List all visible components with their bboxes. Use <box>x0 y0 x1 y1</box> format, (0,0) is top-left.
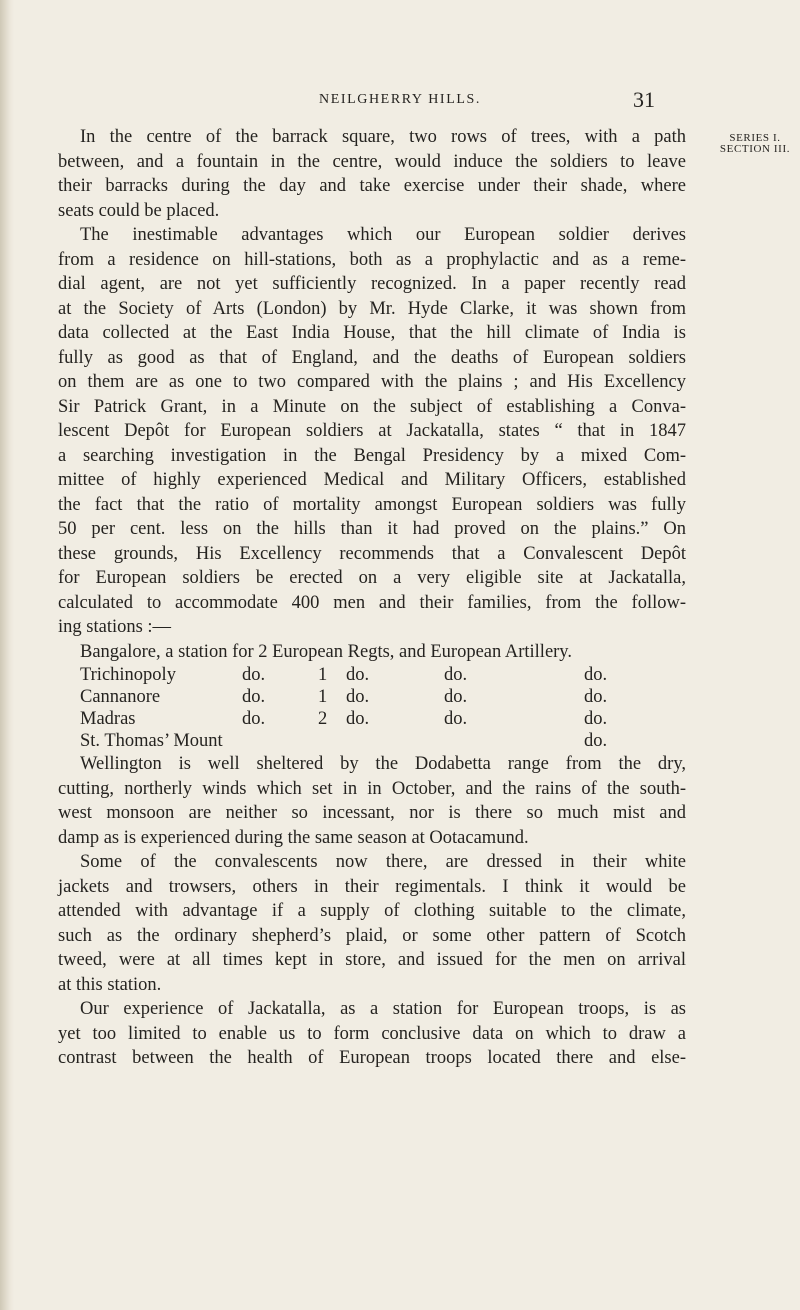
body-text <box>58 125 686 1071</box>
page-header <box>0 87 800 116</box>
text-line: at the Society of Arts (London) by Mr. Hyde Clarke, it was shown from <box>58 298 686 319</box>
ditto-mark: do. <box>584 731 608 751</box>
text-line: west monsoon are neither so incessant, nor is there so much mist and <box>58 803 686 823</box>
text-line: In the centre of the barrack square, two rows of trees, with a path <box>80 127 686 147</box>
text-line: for European soldiers be erected on a very eligible site at Jackatalla, <box>58 568 686 588</box>
ditto-mark: do. <box>346 665 370 685</box>
text-line: contrast between the health of European troops located there and else- <box>58 1048 686 1068</box>
ditto-mark: do. <box>242 665 266 685</box>
regiment-count: 1 <box>318 687 328 707</box>
paragraph-wellington <box>58 752 686 850</box>
text-line: between, and a fountain in the centre, would induce the soldiers to leave <box>58 151 686 172</box>
ditto-mark: do. <box>346 687 370 707</box>
ditto-mark: do. <box>584 665 608 685</box>
ditto-mark: do. <box>242 687 266 707</box>
text-line: fully as good as that of England, and the deaths of European soldiers <box>58 347 686 368</box>
stations-table <box>58 640 708 753</box>
text-line: tweed, were at all times kept in store, and issued for the men on arrival <box>58 950 686 970</box>
text-line: data collected at the East India House, that the hill climate of India is <box>58 323 686 343</box>
text-line: the fact that the ratio of mortality amongst European soldiers was fully <box>58 494 686 515</box>
ditto-mark: do. <box>444 665 468 685</box>
regiment-count: 2 <box>318 709 328 729</box>
text-line: Our experience of Jackatalla, as a station for European troops, is as <box>80 999 686 1019</box>
page-number: 31 <box>633 87 655 112</box>
text-line: Wellington is well sheltered by the Dodabetta range from the dry, <box>80 754 686 774</box>
station-name: Madras <box>80 709 136 729</box>
station-name: Cannanore <box>80 687 161 707</box>
margin-note <box>715 133 795 155</box>
text-line: jackets and trowsers, others in their regimentals. I think it would be <box>58 876 686 897</box>
text-line: Sir Patrick Grant, in a Minute on the subject of establishing a Conva- <box>58 396 686 417</box>
text-line: calculated to accommodate 400 men and their families, from the follow- <box>58 592 686 613</box>
ditto-mark: do. <box>346 709 370 729</box>
station-row <box>58 708 708 730</box>
text-line: attended with advantage if a supply of clothing suitable to the climate, <box>58 901 686 921</box>
text-line: mittee of highly experienced Medical and Military Officers, established <box>58 470 686 490</box>
text-line: cutting, northerly winds which set in in October, and the rains of the south- <box>58 778 686 799</box>
station-row <box>58 730 708 752</box>
text-line: seats could be placed. <box>58 200 220 221</box>
page-binding-shadow <box>0 0 14 1310</box>
regiment-count: 1 <box>318 665 328 685</box>
text-line: 50 per cent. less on the hills than it had proved on the plains.” On <box>58 519 686 539</box>
text-line: ing stations :— <box>58 617 172 637</box>
text-line: at this station. <box>58 974 162 995</box>
text-line: The inestimable advantages which our European soldier derives <box>80 225 686 245</box>
ditto-mark: do. <box>584 709 608 729</box>
stations-first-line: Bangalore, a station for 2 European Regts, and European Artillery. <box>80 641 572 662</box>
paragraph-barrack-square <box>58 125 686 223</box>
text-line: dial agent, are not yet sufficiently recognized. In a paper recently read <box>58 274 686 294</box>
ditto-mark: do. <box>444 709 468 729</box>
section-label: SECTION III. <box>719 143 791 155</box>
text-line: yet too limited to enable us to form conclusive data on which to draw a <box>58 1023 686 1044</box>
paragraph-jackatalla <box>58 997 686 1071</box>
paragraph-hill-stations <box>58 223 686 640</box>
ditto-mark: do. <box>584 687 608 707</box>
station-name: St. Thomas’ Mount <box>80 731 223 751</box>
text-line: Some of the convalescents now there, are dressed in their white <box>80 852 686 872</box>
text-line: on them are as one to two compared with the plains ; and His Excellency <box>58 372 686 392</box>
series-label: SERIES I. <box>729 132 781 144</box>
text-line: their barracks during the day and take exercise under their shade, where <box>58 176 686 196</box>
text-line: a searching investigation in the Bengal Presidency by a mixed Com- <box>58 445 686 466</box>
text-line: from a residence on hill-stations, both as a prophylactic and as a reme- <box>58 249 686 270</box>
text-line: damp as is experienced during the same season at Ootacamund. <box>58 827 529 848</box>
text-line: lescent Depôt for European soldiers at Jackatalla, states “ that in 1847 <box>58 421 686 441</box>
station-name: Trichinopoly <box>80 665 176 685</box>
station-row <box>58 686 708 708</box>
paragraph-clothing <box>58 850 686 997</box>
ditto-mark: do. <box>444 687 468 707</box>
text-line: such as the ordinary shepherd’s plaid, or some other pattern of Scotch <box>58 925 686 946</box>
text-line: these grounds, His Excellency recommends that a Convalescent Depôt <box>58 543 686 564</box>
ditto-mark: do. <box>242 709 266 729</box>
station-row <box>58 664 708 686</box>
running-title: NEILGHERRY HILLS. <box>318 92 481 107</box>
